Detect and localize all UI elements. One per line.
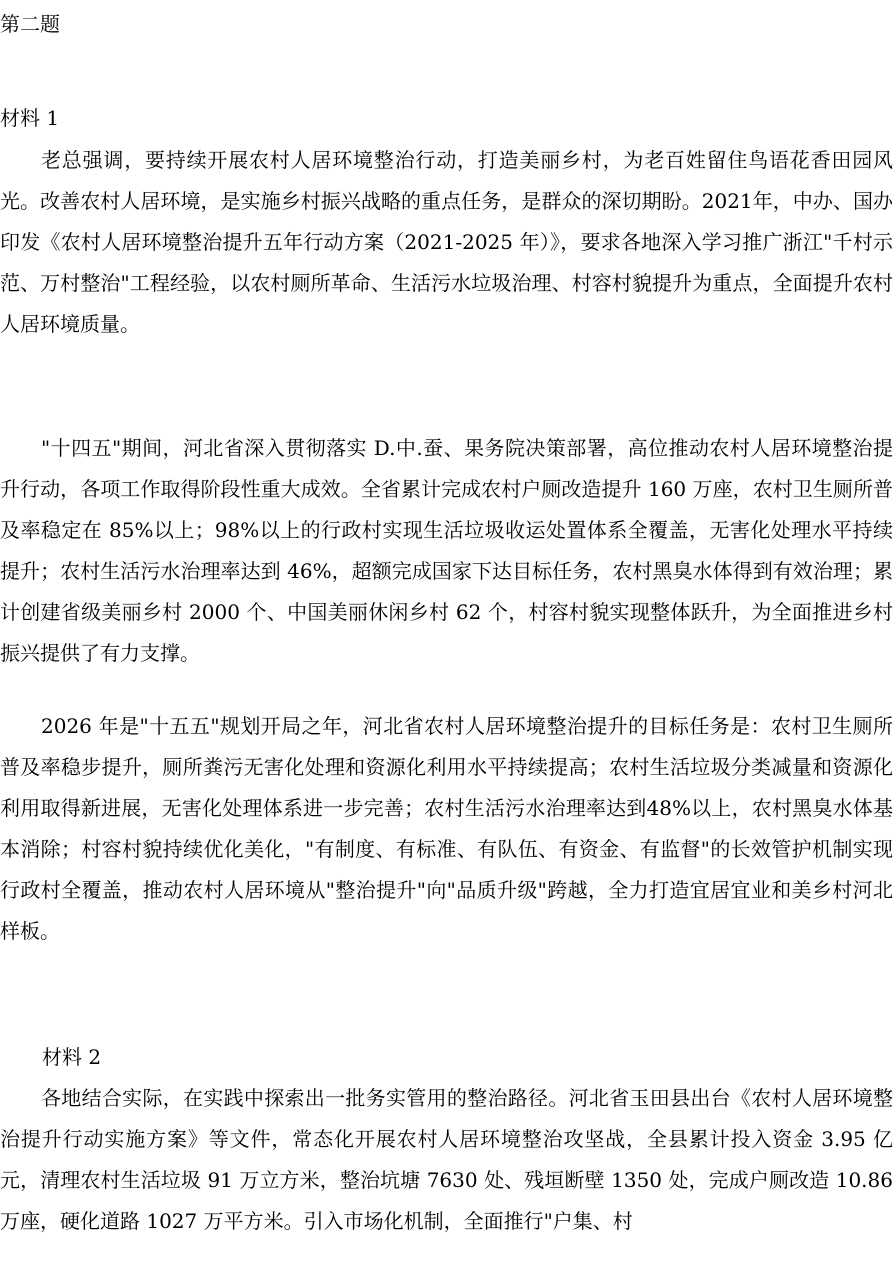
material-1-paragraph-1: 老总强调，要持续开展农村人居环境整治行动，打造美丽乡村，为老百姓留住鸟语花香田园风光。改善农村人居环境，是实施乡村振兴战略的重点任务，是群众的深切期盼。2021年，中办、国办印发《农村人居环境整治提升五年行动方案（2021-2025 年）》，要求各地深入学习推广浙江"千村示范、万村整治"工程经验，以农村厕所革命、生活污水垃圾治理、村容村貌提升为重点，全面提升农村人居环境质量。 xyxy=(0,148,893,336)
question-title: 第二题 xyxy=(0,12,60,36)
material-1-heading: 材料 1 xyxy=(0,106,60,130)
material-1-paragraph-3: 2026 年是"十五五"规划开局之年，河北省农村人居环境整治提升的目标任务是：农村卫生厕所普及率稳步提升，厕所粪污无害化处理和资源化利用水平持续提高；农村生活垃圾分类减量和资源化利用取得新进展，无害化处理体系进一步完善；农村生活污水治理率达到48%以上，农村黑臭水体基本消除；村容村貌持续优化美化，"有制度、有标准、有队伍、有资金、有监督"的长效管护机制实现行政村全覆盖，推动农村人居环境从"整治提升"向"品质升级"跨越，全力打造宜居宜业和美乡村河北样板。 xyxy=(0,714,893,943)
material-1-paragraph-2: "十四五"期间，河北省深入贯彻落实 D.中.蚕、果务院决策部署，高位推动农村人居环境整治提升行动，各项工作取得阶段性重大成效。全省累计完成农村户厕改造提升 160 万座，农村卫生厕所普及率稳定在 85%以上；98%以上的行政村实现生活垃圾收运处置体系全覆盖，无害化处理水平持续提升；农村生活污水治理率达到 46%，超额完成国家下达目标任务，农村黑臭水体得到有效治理；累计创建省级美丽乡村 2000 个、中国美丽休闲乡村 62 个，村容村貌实现整体跃升，为全面推进乡村振兴提供了有力支撑。 xyxy=(0,436,893,665)
material-2-heading: 材料 2 xyxy=(42,1045,102,1069)
material-2-paragraph-1: 各地结合实际，在实践中探索出一批务实管用的整治路径。河北省玉田县出台《农村人居环境整治提升行动实施方案》等文件，常态化开展农村人居环境整治攻坚战，全县累计投入资金 3.95 亿元，清理农村生活垃圾 91 万立方米，整治坑塘 7630 处、残垣断壁 1350 处，完成户厕改造 10.86 万座，硬化道路 1027 万平方米。引入市场化机制，全面推行"户集、村 xyxy=(0,1086,893,1233)
